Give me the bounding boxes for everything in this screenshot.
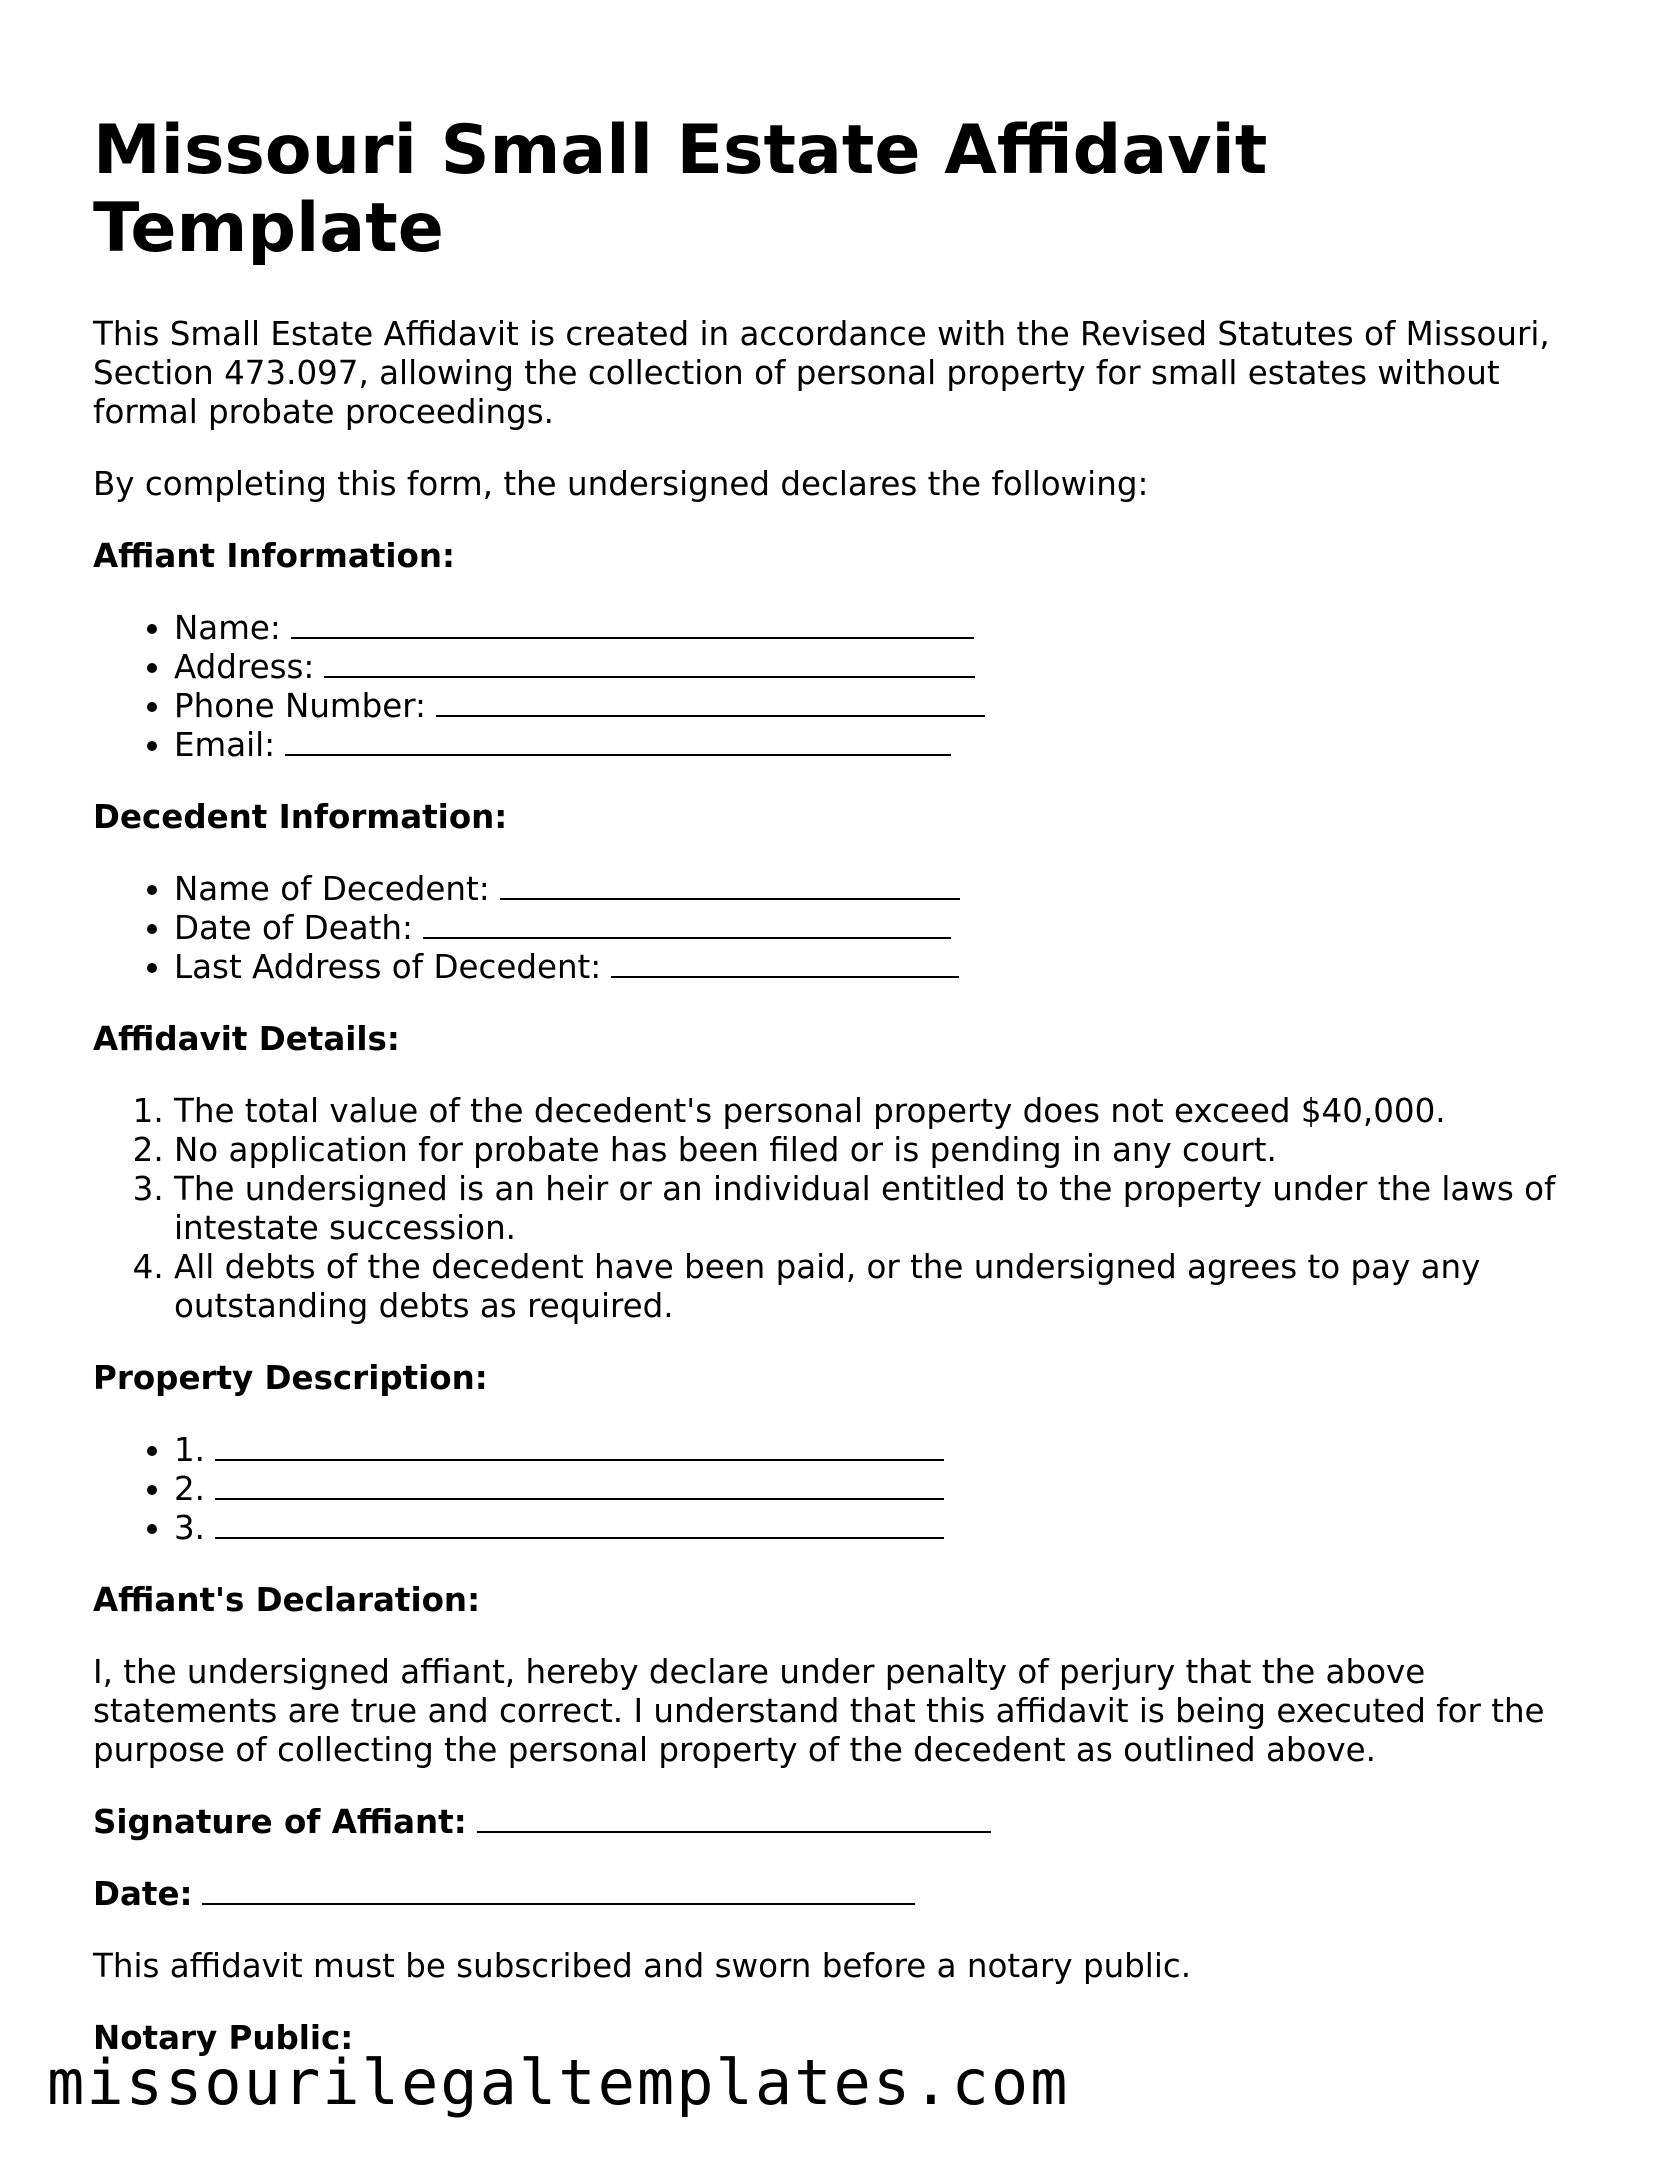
- intro-paragraph: This Small Estate Affidavit is created in accordance with the Revised Statutes of Missouri, Section 473.097, allowing the collection of personal property for small estates without formal probate proceedings.: [93, 315, 1550, 431]
- decedent-fields-list: [93, 870, 1593, 987]
- field-label: Email:: [174, 726, 276, 764]
- list-item: [174, 948, 1593, 987]
- field-label: Address:: [174, 648, 315, 686]
- declaration-text: I, the undersigned affiant, hereby declare under penalty of perjury that the above statements are true and correct. I understand that this affidavit is being executed for the purpose of collecting the personal property of the decedent as outlined above.: [93, 1653, 1545, 1769]
- list-item: [174, 909, 1593, 948]
- list-item: [174, 1509, 1593, 1548]
- property-heading: Property Description:: [93, 1359, 488, 1397]
- signature-label: Signature of Affiant:: [93, 1803, 467, 1841]
- blank-line[interactable]: [215, 1536, 944, 1539]
- date-line: [93, 1875, 1593, 1914]
- details-heading: Affidavit Details:: [93, 1020, 400, 1058]
- notary-heading: Notary Public:: [93, 2019, 354, 2057]
- watermark-text: missourilegaltemplates.com: [47, 2046, 1070, 2119]
- date-label: Date:: [93, 1875, 193, 1913]
- item-number: 2.: [174, 1470, 206, 1508]
- item-number: 1.: [174, 1431, 206, 1469]
- list-item: [174, 1470, 1593, 1509]
- blank-line[interactable]: [436, 714, 985, 717]
- blank-line[interactable]: [500, 897, 960, 900]
- date-blank[interactable]: [202, 1902, 915, 1905]
- list-item: [174, 1431, 1593, 1470]
- blank-line[interactable]: [324, 675, 975, 678]
- affiant-heading: Affiant Information:: [93, 537, 455, 575]
- list-item: [174, 726, 1593, 765]
- field-label: Phone Number:: [174, 687, 426, 725]
- affiant-fields-list: [93, 609, 1593, 765]
- list-item: 3. The undersigned is an heir or an individual entitled to the property under the laws of intestate succession.: [174, 1170, 1593, 1248]
- decedent-heading: Decedent Information:: [93, 798, 508, 836]
- notary-note: This affidavit must be subscribed and sworn before a notary public.: [93, 1947, 1192, 1985]
- list-item: [174, 648, 1593, 687]
- signature-blank[interactable]: [477, 1830, 991, 1833]
- details-list: [93, 1092, 1593, 1326]
- field-label: Name of Decedent:: [174, 870, 490, 908]
- blank-line[interactable]: [423, 936, 951, 939]
- list-item: 4. All debts of the decedent have been paid, or the undersigned agrees to pay any outstanding debts as required.: [174, 1248, 1593, 1326]
- list-item: [174, 609, 1593, 648]
- property-list: [93, 1431, 1593, 1548]
- document-page: [93, 112, 1593, 2058]
- list-item: [174, 687, 1593, 726]
- blank-line[interactable]: [215, 1458, 944, 1461]
- item-number: 3.: [174, 1509, 206, 1547]
- list-item: 2. No application for probate has been filed or is pending in any court.: [174, 1131, 1593, 1170]
- list-item: 1. The total value of the decedent's personal property does not exceed $40,000.: [174, 1092, 1593, 1131]
- field-label: Date of Death:: [174, 909, 413, 947]
- blank-line[interactable]: [215, 1497, 944, 1500]
- blank-line[interactable]: [291, 636, 974, 639]
- list-item: [174, 870, 1593, 909]
- page-title: Missouri Small Estate Affidavit Template: [93, 111, 1268, 268]
- signature-line: [93, 1803, 1593, 1842]
- field-label: Last Address of Decedent:: [174, 948, 602, 986]
- blank-line[interactable]: [285, 753, 951, 756]
- blank-line[interactable]: [611, 975, 959, 978]
- lead-paragraph: By completing this form, the undersigned declares the following:: [93, 465, 1149, 503]
- declaration-heading: Affiant's Declaration:: [93, 1581, 481, 1619]
- field-label: Name:: [174, 609, 281, 647]
